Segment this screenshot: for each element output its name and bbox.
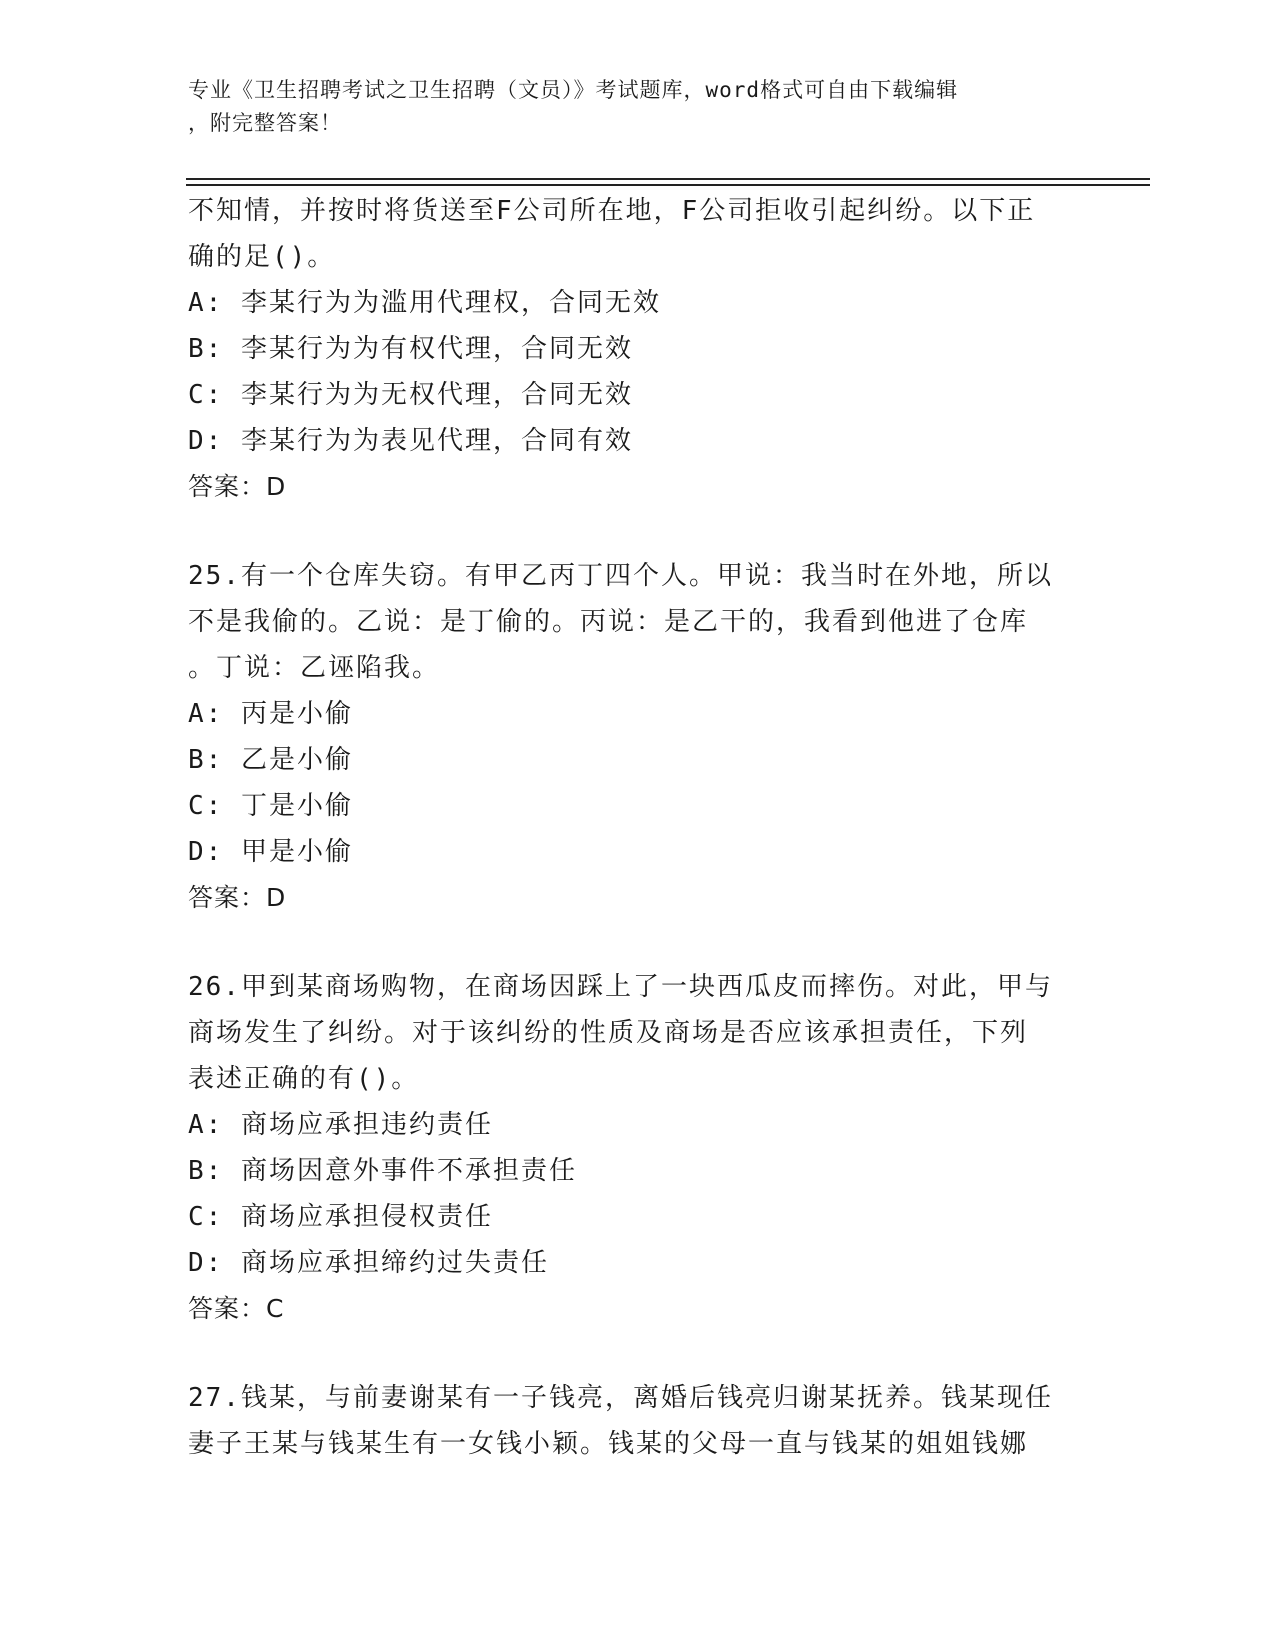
option-a: A: 李某行为为滥用代理权，合同无效 [188, 288, 661, 318]
question-text-line: 。丁说：乙诬陷我。 [188, 653, 441, 683]
question-text-line: 确的足()。 [188, 242, 336, 272]
option-c: C: 商场应承担侵权责任 [188, 1202, 493, 1232]
question-text-line: 不是我偷的。乙说：是丁偷的。丙说：是乙干的，我看到他进了仓库 [188, 607, 1029, 637]
header-line-2: ，附完整答案！ [188, 111, 342, 135]
question-text-line: 27.钱某，与前妻谢某有一子钱亮，离婚后钱亮归谢某抚养。钱某现任 [188, 1383, 1053, 1413]
question-spacer [188, 921, 1088, 964]
question-24 [188, 188, 1088, 510]
question-text-line: 商场发生了纠纷。对于该纠纷的性质及商场是否应该承担责任，下列 [188, 1018, 1029, 1048]
question-text-line: 不知情，并按时将货送至F公司所在地，F公司拒收引起纠纷。以下正 [188, 196, 1036, 226]
header-line-1: 专业《卫生招聘考试之卫生招聘（文员）》考试题库，word格式可自由下载编辑 [188, 78, 959, 102]
answer-line: 答案：C [188, 1294, 285, 1323]
question-text-line: 25.有一个仓库失窃。有甲乙丙丁四个人。甲说：我当时在外地，所以 [188, 561, 1053, 591]
header-divider-bottom [186, 184, 1150, 186]
option-c: C: 李某行为为无权代理，合同无效 [188, 380, 633, 410]
option-a: A: 丙是小偷 [188, 699, 353, 729]
option-d: D: 甲是小偷 [188, 837, 353, 867]
option-b: B: 乙是小偷 [188, 745, 353, 775]
header-divider-top [186, 178, 1150, 180]
question-25 [188, 553, 1088, 921]
question-26 [188, 964, 1088, 1332]
answer-line: 答案：D [188, 883, 287, 912]
question-27 [188, 1375, 1088, 1467]
question-text-line: 妻子王某与钱某生有一女钱小颖。钱某的父母一直与钱某的姐姐钱娜 [188, 1429, 1029, 1459]
question-spacer [188, 510, 1088, 553]
question-text-line: 表述正确的有()。 [188, 1064, 420, 1094]
option-c: C: 丁是小偷 [188, 791, 353, 821]
option-d: D: 商场应承担缔约过失责任 [188, 1248, 549, 1278]
document-body [188, 188, 1088, 1467]
option-a: A: 商场应承担违约责任 [188, 1110, 493, 1140]
option-d: D: 李某行为为表见代理，合同有效 [188, 426, 633, 456]
answer-line: 答案：D [188, 472, 287, 501]
document-header [188, 74, 1068, 140]
option-b: B: 李某行为为有权代理，合同无效 [188, 334, 633, 364]
option-b: B: 商场因意外事件不承担责任 [188, 1156, 577, 1186]
question-text-line: 26.甲到某商场购物，在商场因踩上了一块西瓜皮而摔伤。对此，甲与 [188, 972, 1053, 1002]
question-spacer [188, 1332, 1088, 1375]
